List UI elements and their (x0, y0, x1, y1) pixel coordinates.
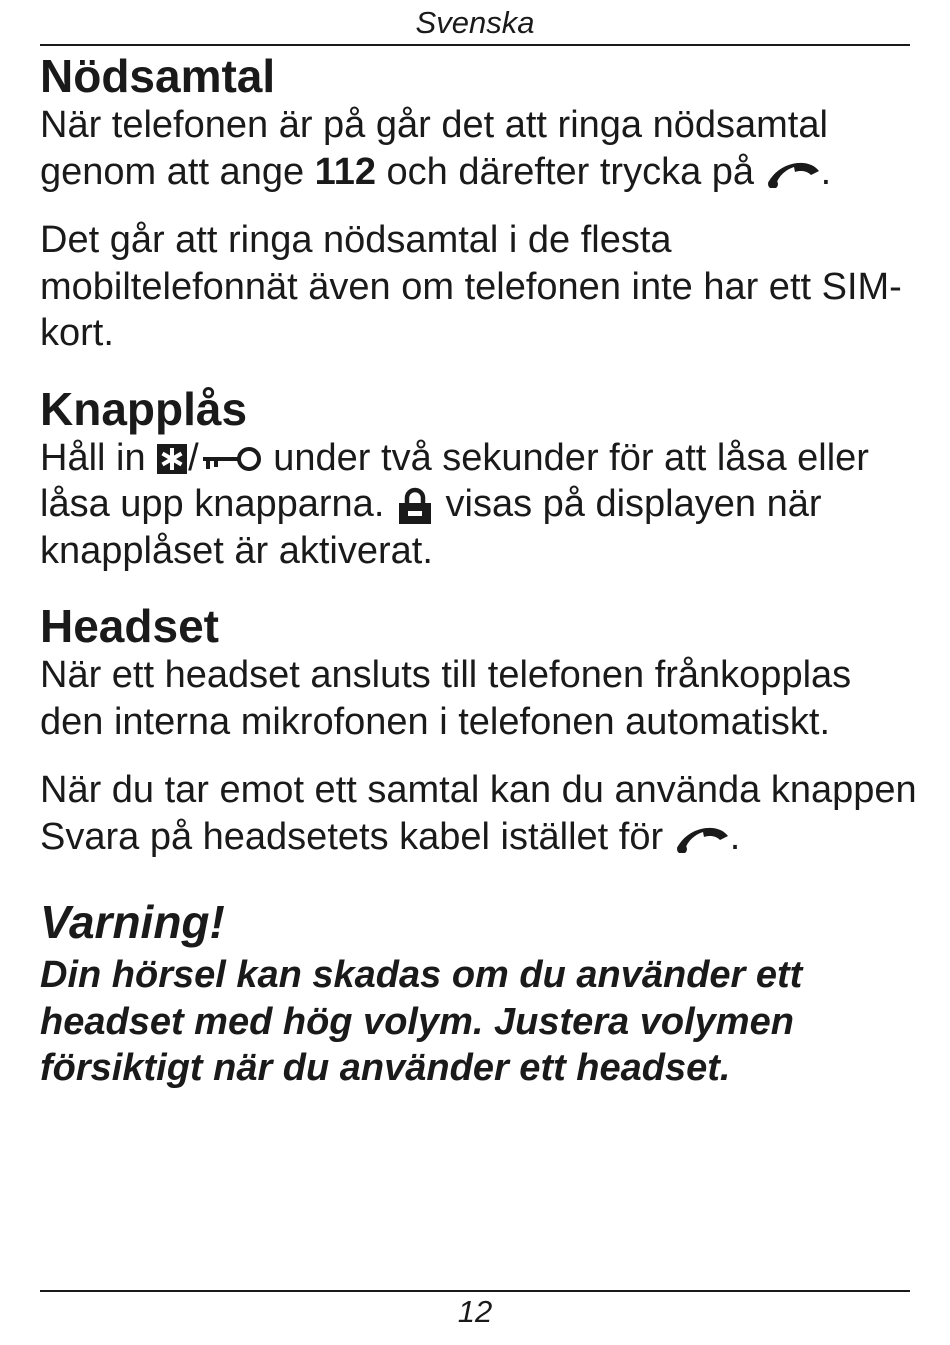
keylock-text-a: Håll in (40, 436, 157, 479)
header-divider (40, 44, 910, 46)
emergency-heading: Nödsamtal (40, 50, 276, 102)
warning-text: Din hörsel kan skadas om du använder ett headset med hög volym. Justera volymen försiktigt när du använder ett headset. (40, 954, 803, 1089)
emergency-paragraph-1 (40, 102, 920, 195)
headset-text-a: När du tar emot ett samtal kan du använda knappen Svara på headsetets kabel istället för (40, 769, 917, 858)
emergency-number: 112 (314, 150, 376, 193)
keylock-text-c: visas på displayen när knapplåset är aktiverat. (40, 483, 822, 572)
footer-divider (40, 1290, 910, 1292)
manual-page (40, 0, 917, 1345)
keylock-heading: Knapplås (40, 382, 248, 435)
page-content (40, 50, 920, 1092)
call-icon (765, 158, 821, 188)
header-language: Svenska (415, 5, 535, 40)
headset-text-b: . (729, 815, 741, 858)
call-icon (674, 823, 730, 853)
star-key-icon (156, 443, 188, 475)
emergency-text-b: och därefter trycka på (375, 150, 765, 193)
key-icon (199, 443, 263, 475)
page-number: 12 (457, 1294, 493, 1329)
headset-paragraph-2 (40, 767, 920, 860)
keylock-slash: / (188, 436, 199, 479)
keylock-text-b: under två sekunder för att låsa eller låsa upp knapparna. (40, 436, 869, 525)
lock-icon (395, 486, 435, 526)
keylock-paragraph (40, 435, 920, 575)
headset-paragraph-1: När ett headset ansluts till telefonen frånkopplas den interna mikrofonen i telefonen automatiskt. (40, 654, 852, 743)
headset-heading: Headset (40, 600, 219, 652)
warning-heading: Varning! (40, 896, 225, 948)
emergency-paragraph-2: Det går att ringa nödsamtal i de flesta mobiltelefonnät även om telefonen inte har ett SIM-kort. (40, 219, 902, 354)
emergency-text-a: När telefonen är på går det att ringa nödsamtal genom att ange (40, 104, 828, 193)
emergency-text-c: . (820, 150, 832, 193)
